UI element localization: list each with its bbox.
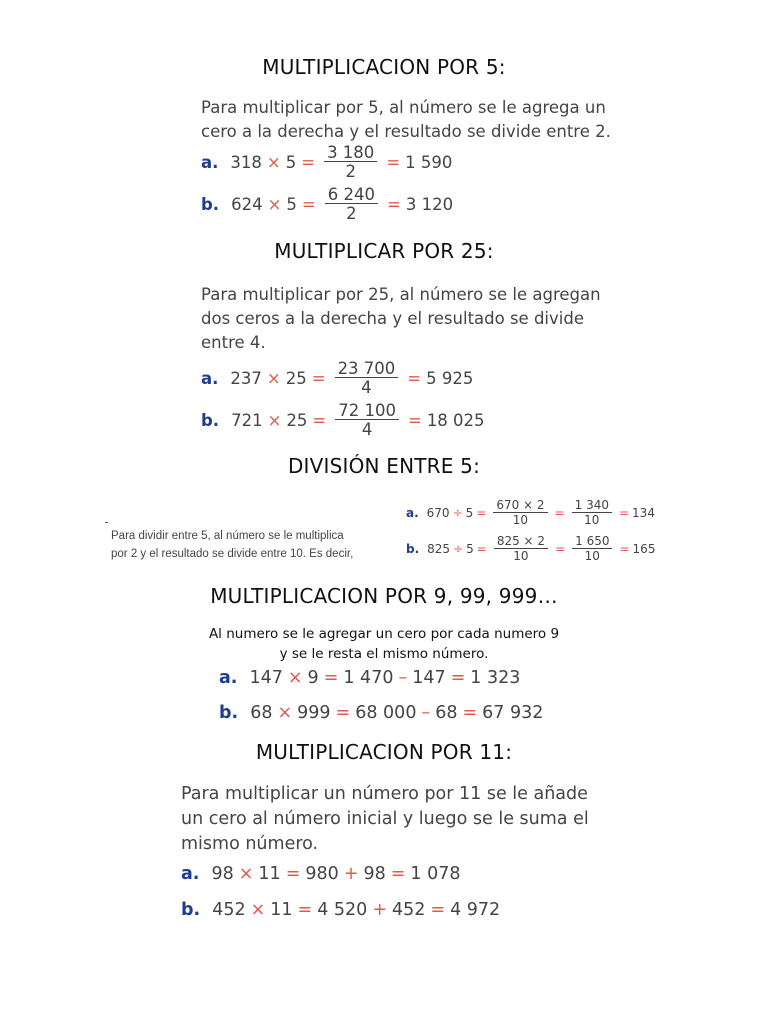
- minus-sign: –: [398, 668, 408, 688]
- operator: ÷: [452, 506, 463, 520]
- operand: 25: [285, 368, 307, 388]
- operand: 5: [285, 152, 297, 172]
- equals-sign: =: [323, 668, 339, 688]
- operand: 68: [250, 703, 273, 723]
- example-label: b.: [201, 194, 220, 214]
- example-b-por-5: [201, 185, 453, 223]
- heading-multiplicacion-por-5: MULTIPLICACION POR 5:: [262, 55, 506, 79]
- rule-text-por-9: [0, 624, 768, 664]
- example-a-por-5: [201, 143, 452, 181]
- example-label: a.: [201, 368, 219, 388]
- equals-sign: =: [476, 542, 487, 556]
- operator: ×: [250, 900, 266, 920]
- equals-sign: =: [387, 194, 401, 214]
- operand: 999: [297, 703, 331, 723]
- term: 68 000: [355, 703, 417, 723]
- fraction: [324, 144, 377, 181]
- term: 452: [392, 900, 426, 920]
- rule-line: Para multiplicar un número por 11 se le añade: [181, 784, 588, 804]
- denominator: 10: [584, 513, 600, 527]
- equals-sign: =: [555, 542, 566, 556]
- numerator: 23 700: [335, 360, 399, 378]
- rule-text-por-5: [201, 96, 611, 144]
- example-label: b.: [181, 900, 201, 920]
- rule-line: Para dividir entre 5, al número se le multiplica: [111, 530, 344, 542]
- rule-line: mismo número.: [181, 834, 319, 854]
- numerator: 6 240: [325, 186, 378, 204]
- denominator: 4: [361, 420, 373, 436]
- heading-division-entre-5: DIVISIÓN ENTRE 5:: [287, 454, 481, 478]
- equals-sign: =: [462, 703, 478, 723]
- result: 18 025: [426, 411, 485, 430]
- equals-sign: =: [619, 542, 630, 556]
- minus-sign: –: [421, 703, 431, 723]
- result: 1 590: [405, 152, 453, 172]
- numerator: 825 × 2: [494, 535, 548, 549]
- heading-multiplicacion-por-9: MULTIPLICACION POR 9, 99, 999…: [210, 584, 558, 608]
- operand: 11: [258, 864, 281, 884]
- denominator: 10: [513, 549, 529, 563]
- numerator: 72 100: [335, 402, 399, 420]
- rule-line: cero a la derecha y el resultado se divide entre 2.: [201, 122, 611, 141]
- example-b-division-5: [406, 532, 655, 566]
- fraction: [572, 499, 612, 526]
- example-a-por-11: [181, 860, 461, 888]
- example-label: a.: [219, 668, 238, 688]
- equals-sign: =: [311, 368, 326, 388]
- denominator: 2: [346, 204, 357, 223]
- rule-text-por-11: [181, 782, 589, 857]
- rule-text-division-5: [111, 527, 353, 563]
- equals-sign: =: [554, 506, 565, 520]
- result: 134: [632, 506, 655, 520]
- rule-line: dos ceros a la derecha y el resultado se divide: [201, 309, 584, 328]
- heading-multiplicacion-por-11: MULTIPLICACION POR 11:: [255, 740, 513, 764]
- equals-sign: =: [430, 900, 446, 920]
- rule-line: por 2 y el resultado se divide entre 10. Es decir,: [111, 548, 354, 560]
- operator: ×: [277, 703, 293, 723]
- example-a-division-5: [406, 496, 655, 530]
- operand: 452: [212, 900, 246, 920]
- operator: ÷: [453, 542, 464, 556]
- term: 4 520: [317, 900, 368, 920]
- example-label: b.: [406, 542, 420, 556]
- result: 3 120: [405, 194, 454, 214]
- operator: ×: [238, 864, 254, 884]
- equals-sign: =: [386, 152, 401, 172]
- rule-line: un cero al número inicial y luego se le suma el: [181, 809, 589, 829]
- operand: 670: [426, 506, 450, 520]
- equals-sign: =: [335, 703, 351, 723]
- example-a-por-25: [201, 358, 473, 398]
- operand: 98: [211, 864, 234, 884]
- rule-line: Para multiplicar por 5, al número se le agrega un: [201, 98, 606, 117]
- rule-line: Al numero se le agregar un cero por cada numero 9: [208, 626, 560, 642]
- fraction: [335, 402, 399, 436]
- numerator: 1 340: [572, 499, 612, 513]
- operand: 5: [466, 542, 474, 556]
- equals-sign: =: [618, 506, 630, 520]
- operator: ×: [266, 152, 281, 172]
- example-b-por-25: [201, 402, 485, 436]
- operand: 9: [307, 668, 319, 688]
- fraction: [335, 360, 399, 397]
- denominator: 10: [584, 549, 600, 563]
- operator: ×: [266, 368, 281, 388]
- operand: 624: [231, 194, 263, 214]
- term: 980: [305, 864, 339, 884]
- result: 67 932: [482, 703, 544, 723]
- denominator: 2: [345, 162, 356, 181]
- rule-line: y se le resta el mismo número.: [279, 646, 489, 662]
- fraction: [493, 499, 547, 526]
- operand: 318: [230, 152, 262, 172]
- plus-sign: +: [343, 864, 359, 884]
- numerator: 3 180: [324, 144, 377, 162]
- rule-text-por-25: [201, 283, 601, 355]
- result: 165: [632, 542, 656, 556]
- example-label: a.: [201, 152, 219, 172]
- stray-mark: [105, 522, 108, 523]
- equals-sign: =: [301, 194, 316, 214]
- denominator: 10: [512, 513, 529, 527]
- equals-sign: =: [301, 152, 316, 172]
- result: 1 078: [410, 864, 461, 884]
- example-label: b.: [201, 411, 220, 430]
- rule-line: Para multiplicar por 25, al número se le agregan: [201, 285, 601, 304]
- term: 98: [363, 864, 386, 884]
- numerator: 670 × 2: [493, 499, 547, 513]
- equals-sign: =: [390, 864, 406, 884]
- equals-sign: =: [285, 864, 301, 884]
- fraction: [325, 186, 378, 223]
- equals-sign: =: [476, 506, 487, 520]
- operand: 825: [427, 542, 451, 556]
- operator: ×: [287, 668, 303, 688]
- operand: 11: [270, 900, 293, 920]
- operand: 237: [230, 368, 262, 388]
- example-a-por-9: [219, 664, 520, 692]
- result: 1 323: [470, 668, 521, 688]
- operand: 25: [286, 411, 308, 430]
- term: 68: [435, 703, 458, 723]
- rule-line: entre 4.: [201, 333, 266, 352]
- term: 147: [412, 668, 446, 688]
- fraction: [572, 535, 612, 562]
- plus-sign: +: [372, 900, 387, 920]
- example-label: b.: [219, 703, 239, 723]
- equals-sign: =: [297, 900, 313, 920]
- example-label: a.: [406, 506, 419, 520]
- equals-sign: =: [407, 411, 422, 430]
- result: 5 925: [426, 368, 474, 388]
- operator: ×: [267, 411, 282, 430]
- example-b-por-9: [219, 699, 543, 727]
- term: 1 470: [343, 668, 394, 688]
- example-b-por-11: [181, 896, 500, 924]
- operator: ×: [267, 194, 282, 214]
- equals-sign: =: [450, 668, 466, 688]
- operand: 5: [465, 506, 474, 520]
- equals-sign: =: [407, 368, 422, 388]
- operand: 5: [286, 194, 297, 214]
- numerator: 1 650: [572, 535, 612, 549]
- operand: 721: [231, 411, 263, 430]
- fraction: [494, 535, 548, 562]
- heading-multiplicar-por-25: MULTIPLICAR POR 25:: [274, 239, 494, 263]
- equals-sign: =: [312, 411, 327, 430]
- example-label: a.: [181, 864, 200, 884]
- result: 4 972: [450, 900, 501, 920]
- denominator: 4: [361, 378, 372, 397]
- operand: 147: [249, 668, 283, 688]
